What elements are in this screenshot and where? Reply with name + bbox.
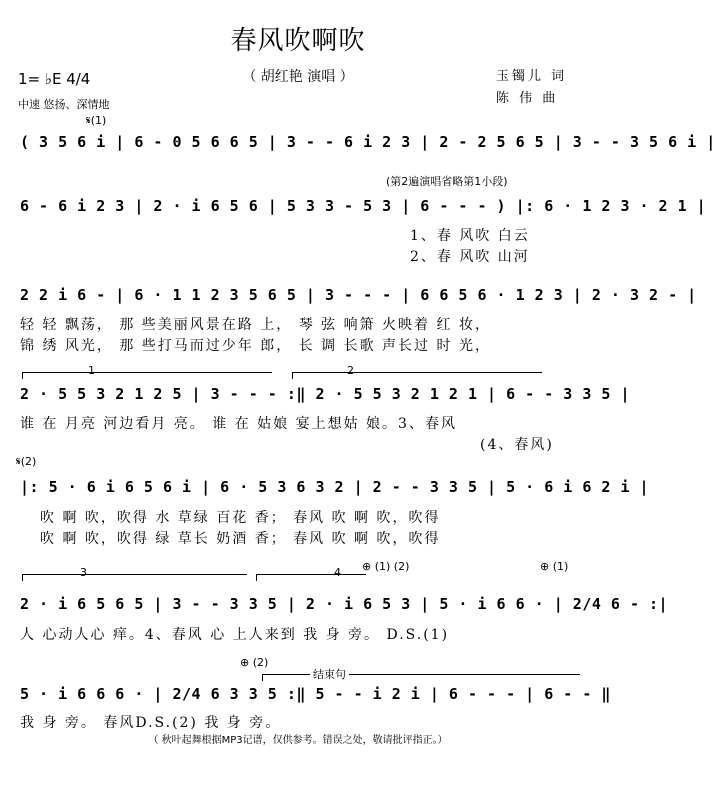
volta-2-label: 2 bbox=[347, 364, 354, 377]
lyric-line-5-verse-2: 吹 啊 吹，吹得 绿 草长 奶酒 香； 春风 吹 啊 吹，吹得 bbox=[40, 531, 441, 547]
lyric-line-3-verse-1: 轻 轻 飘荡， 那 些美丽风景在路 上， 琴 弦 响箫 火映着 红 妆， bbox=[20, 317, 491, 333]
lyric-line-6: 人 心动人心 痒。4、春风 心 上人来到 我 身 旁。 D.S.(1) bbox=[20, 627, 450, 643]
volta-1-label: 1 bbox=[88, 364, 95, 377]
coda-1-mark: ⊕ (1) bbox=[540, 560, 569, 573]
score-line-4: 2 · 5 5 3 2 1 2 5 | 3 - - - :‖ 2 · 5 5 3 2 1 2 1 | 6 - - 3 3 5 | bbox=[20, 385, 630, 403]
ending-label: 结束句 bbox=[310, 666, 349, 682]
page-title: 春风吹啊吹 bbox=[230, 26, 366, 56]
composer: 陈 伟 曲 bbox=[496, 91, 559, 106]
score-line-2: 6 - 6 i 2 3 | 2 · i 6 5 6 | 5 3 3 - 5 3 | 6 - - - ) |: 6 · 1 2 3 · 2 1 | bbox=[20, 197, 707, 215]
volta-4-tick bbox=[256, 574, 257, 581]
credits bbox=[496, 66, 567, 110]
volta-4-bracket bbox=[256, 574, 366, 575]
lyric-line-4-verse-4: (4、春风) bbox=[480, 437, 554, 453]
lyric-line-4: 谁 在 月亮 河边看月 亮。 谁 在 姑娘 宴上想姑 娘。3、春风 bbox=[20, 416, 457, 432]
ending-tick bbox=[262, 674, 263, 681]
key-signature: 1= ♭E 4/4 bbox=[18, 70, 91, 88]
lyric-line-2-verse-2: 2、春 风吹 山河 bbox=[410, 249, 530, 265]
lyric-line-7: 我 身 旁。 春风D.S.(2) 我 身 旁。 bbox=[20, 715, 282, 731]
volta-4-label: 4 bbox=[334, 566, 341, 579]
score-line-5: |: 5 · 6 i 6 5 6 i | 6 · 5 3 6 3 2 | 2 - - 3 3 5 | 5 · 6 i 6 2 i | bbox=[20, 478, 650, 496]
segno-2-mark: 𝄋(2) bbox=[16, 455, 37, 468]
volta-3-bracket bbox=[22, 574, 247, 575]
footer-note: （ 秋叶起舞根据MP3记谱，仅供参考。错误之处，敬请批评指正。） bbox=[148, 735, 448, 746]
volta-2-tick bbox=[292, 372, 293, 379]
lyricist: 玉镯儿 词 bbox=[496, 69, 568, 84]
skip-note: (第2遍演唱省略第1小段) bbox=[386, 175, 508, 188]
score-line-7: 5 · i 6 6 6 · | 2/4 6 3 3 5 :‖ 5 - - i 2 i | 6 - - - | 6 - - ‖ bbox=[20, 685, 611, 703]
score-line-6: 2 · i 6 5 6 5 | 3 - - 3 3 5 | 2 · i 6 5 3 | 5 · i 6 6 · | 2/4 6 - :| bbox=[20, 595, 669, 613]
lyric-line-2-verse-1: 1、春 风吹 白云 bbox=[410, 228, 530, 244]
volta-3-tick bbox=[22, 574, 23, 581]
coda-1-2-mark: ⊕ (1) (2) bbox=[362, 560, 410, 573]
lyric-line-3-verse-2: 锦 绣 风光， 那 些打马而过少年 郎， 长 调 长歌 声长过 时 光， bbox=[20, 338, 491, 354]
performer-subtitle: （ 胡红艳 演唱 ） bbox=[242, 69, 354, 85]
volta-1-bracket bbox=[22, 372, 272, 373]
volta-2-bracket bbox=[292, 372, 542, 373]
lyric-line-5-verse-1: 吹 啊 吹，吹得 水 草绿 百花 香； 春风 吹 啊 吹，吹得 bbox=[40, 510, 441, 526]
tempo-marking: 中速 悠扬、深情地 bbox=[18, 98, 110, 111]
volta-3-label: 3 bbox=[80, 566, 87, 579]
coda-2-mark: ⊕ (2) bbox=[240, 656, 269, 669]
volta-1-tick bbox=[22, 372, 23, 379]
score-line-1: ( 3 5 6 i | 6 - 0 5 6 6 5 | 3 - - 6 i 2 3 | 2 - 2 5 6 5 | 3 - - 3 5 6 i | bbox=[20, 133, 716, 151]
score-line-3: 2 2 i 6 - | 6 · 1 1 2 3 5 6 5 | 3 - - - | 6 6 5 6 · 1 2 3 | 2 · 3 2 - | bbox=[20, 286, 697, 304]
segno-1-mark: 𝄋(1) bbox=[86, 114, 107, 127]
